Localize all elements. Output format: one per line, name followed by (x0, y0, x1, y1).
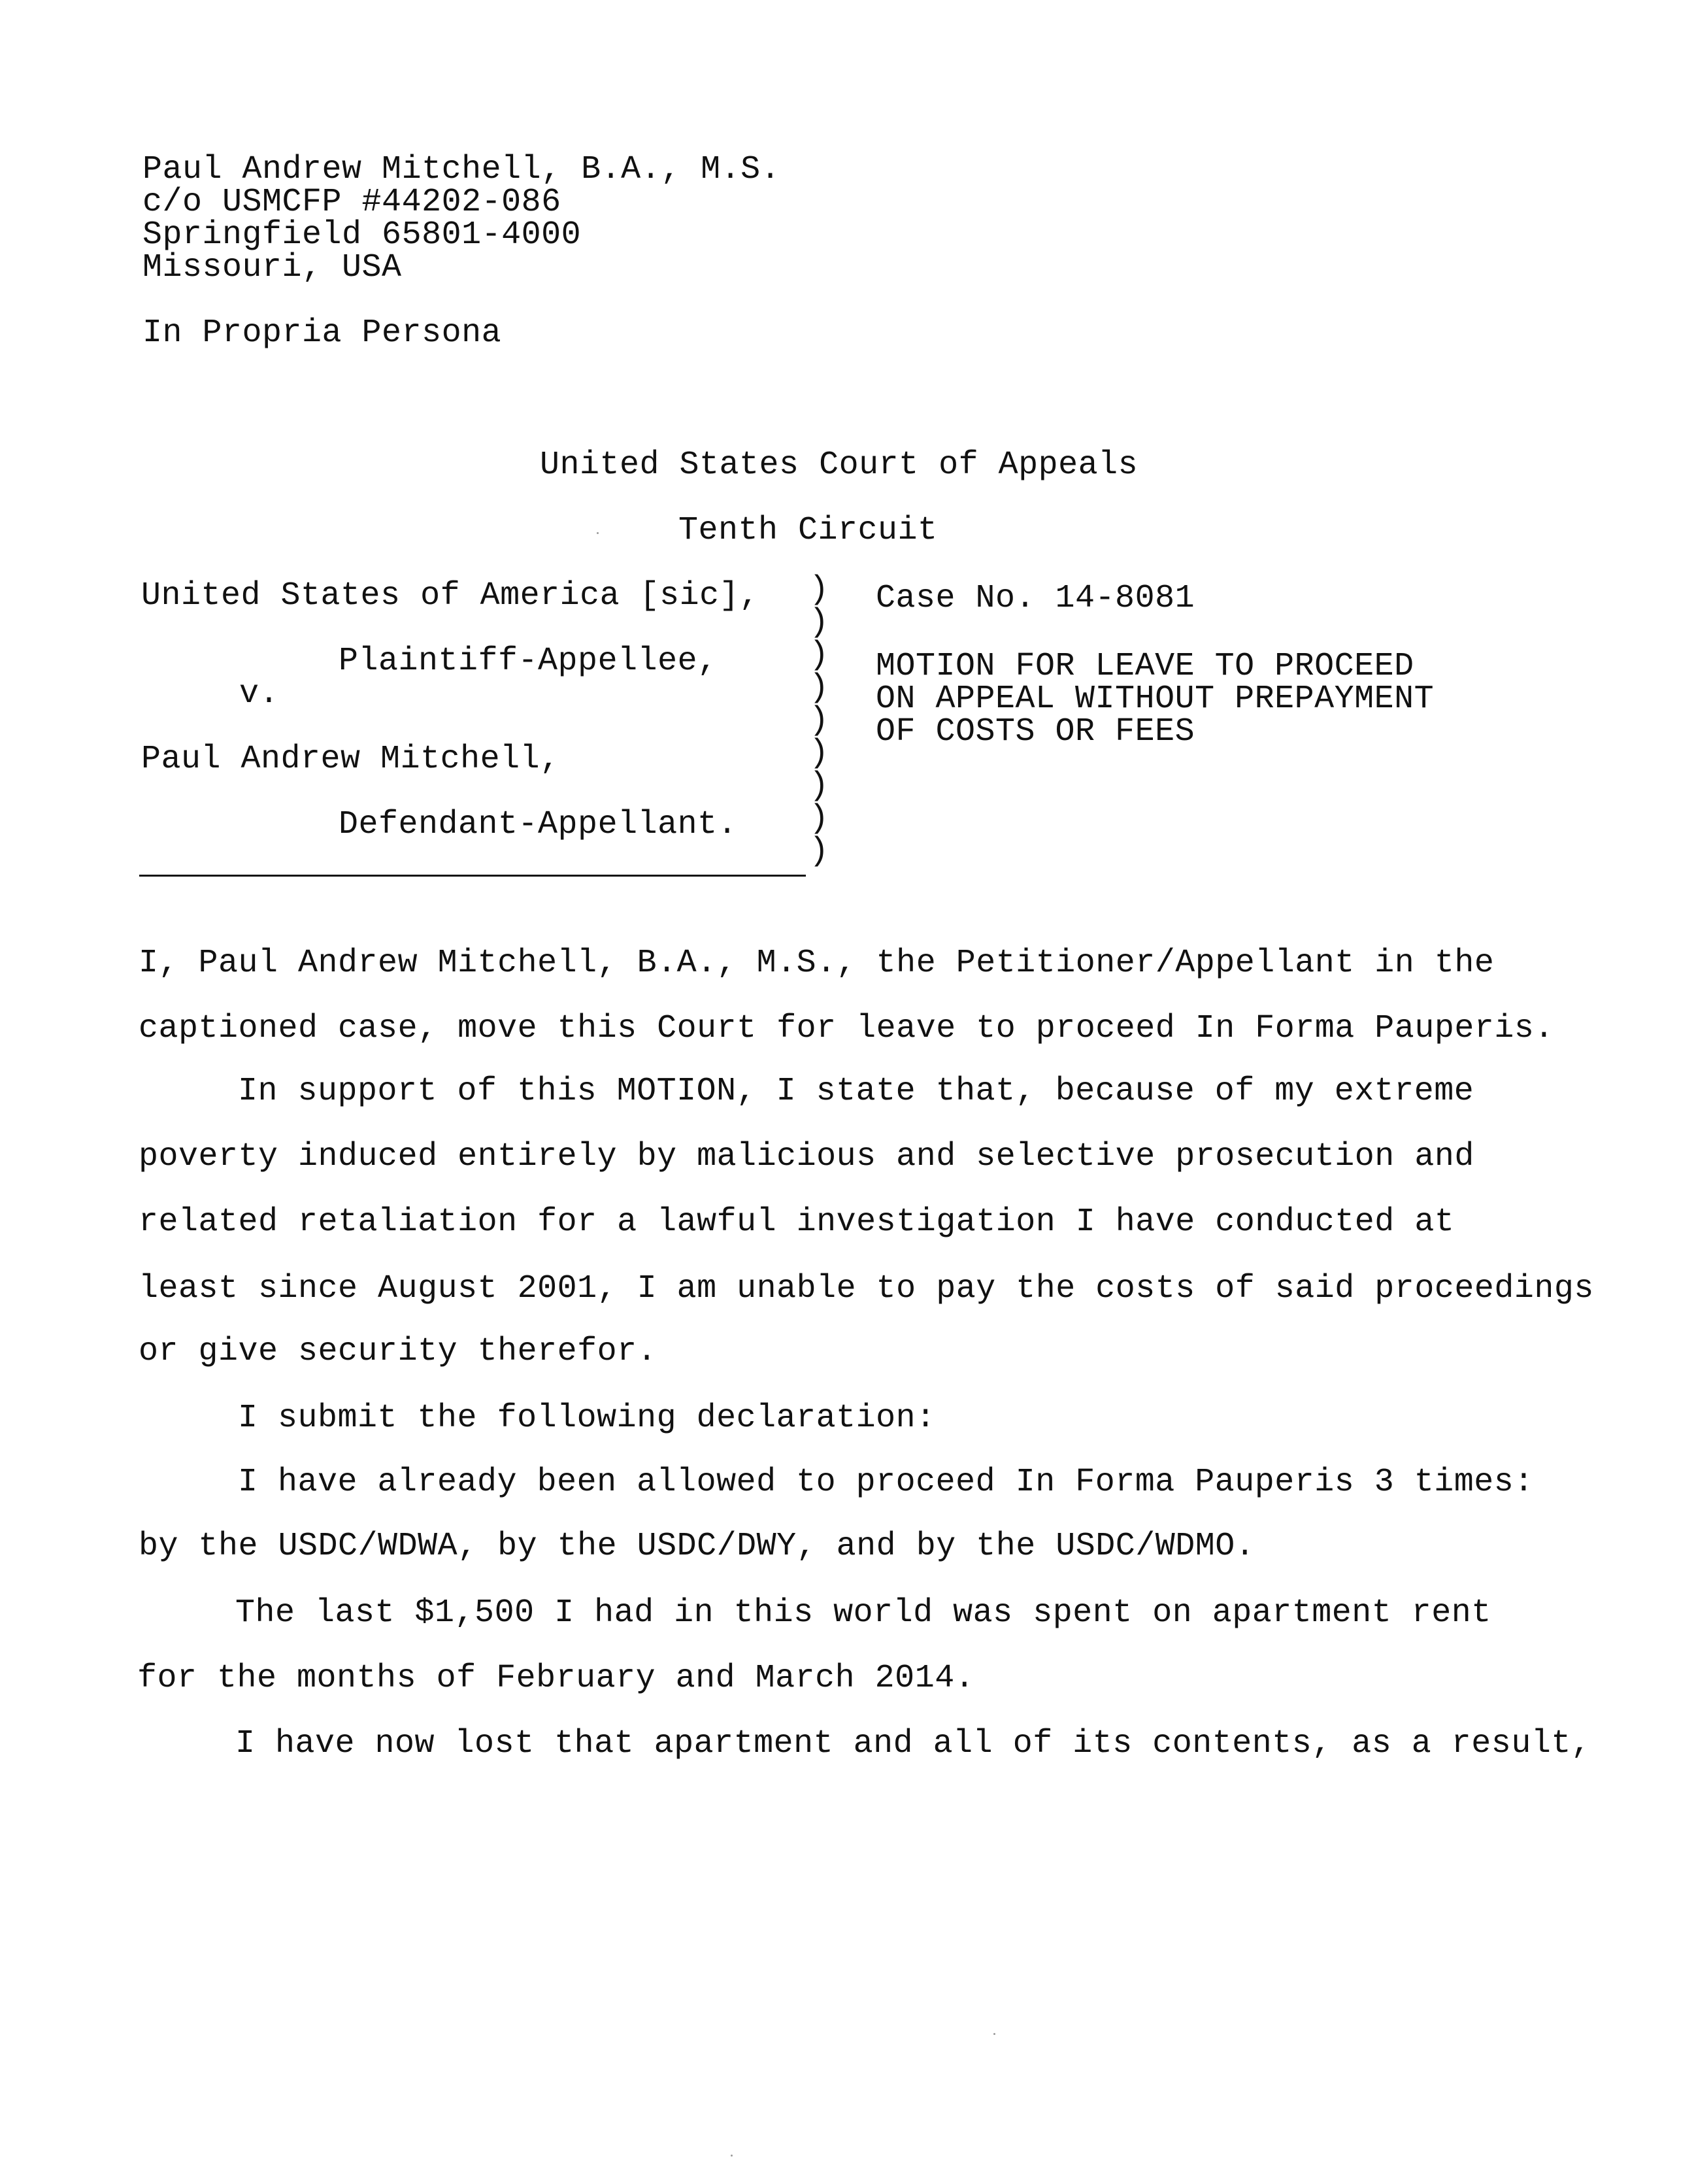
body-line: poverty induced entirely by malicious and selective prosecution and (139, 1138, 1474, 1175)
caption-rule (139, 875, 806, 877)
motion-title-line-1: MOTION FOR LEAVE TO PROCEED (876, 648, 1414, 685)
body-line: I submit the following declaration: (238, 1400, 936, 1437)
body-line: least since August 2001, I am unable to pay the costs of said proceedings (139, 1270, 1594, 1307)
caption-paren: ) (809, 669, 829, 707)
motion-title-line-3: OF COSTS OR FEES (876, 713, 1195, 750)
caption-defendant-role: Defendant-Appellant. (339, 806, 738, 843)
body-line: In support of this MOTION, I state that, because of my extreme (238, 1073, 1474, 1110)
caption-plaintiff: United States of America [sic], (141, 577, 759, 614)
body-line: or give security therefor. (139, 1333, 657, 1370)
caption-paren: ) (809, 637, 829, 674)
caption-paren: ) (809, 702, 829, 739)
body-line: The last $1,500 I had in this world was spent on apartment rent (235, 1594, 1491, 1632)
motion-title-line-2: ON APPEAL WITHOUT PREPAYMENT (876, 680, 1435, 718)
body-line: for the months of February and March 2014. (137, 1660, 975, 1697)
address-line-city: Springfield 65801-4000 (142, 216, 582, 254)
caption-paren: ) (809, 571, 829, 609)
caption-versus: v. (239, 675, 280, 713)
caption-defendant: Paul Andrew Mitchell, (141, 741, 560, 778)
court-name: United States Court of Appeals (540, 446, 1139, 484)
case-number: Case No. 14-8081 (876, 580, 1195, 617)
body-line: captioned case, move this Court for leave to proceed In Forma Pauperis. (139, 1010, 1554, 1047)
scan-speck (993, 2033, 995, 2035)
caption-paren: ) (809, 800, 829, 837)
scan-speck (731, 2155, 733, 2157)
caption-plaintiff-role: Plaintiff-Appellee, (339, 643, 718, 680)
caption-paren: ) (809, 833, 829, 870)
body-line: related retaliation for a lawful investigation I have conducted at (139, 1203, 1455, 1241)
scan-speck (597, 532, 599, 534)
caption-paren: ) (809, 767, 829, 805)
capacity-line: In Propria Persona (142, 314, 502, 352)
body-line: I have already been allowed to proceed In Forma Pauperis 3 times: (238, 1464, 1534, 1501)
caption-paren: ) (809, 604, 829, 641)
body-line: by the USDC/WDWA, by the USDC/DWY, and by the USDC/WDMO. (139, 1528, 1255, 1565)
court-circuit: Tenth Circuit (678, 512, 938, 549)
address-line-state: Missouri, USA (142, 249, 402, 286)
body-line: I have now lost that apartment and all of its contents, as a result, (235, 1725, 1591, 1762)
address-line-careof: c/o USMCFP #44202-086 (142, 184, 561, 221)
caption-paren: ) (809, 735, 829, 772)
caption-paren-column (809, 571, 835, 870)
body-line: I, Paul Andrew Mitchell, B.A., M.S., the Petitioner/Appellant in the (139, 945, 1495, 982)
address-line-name: Paul Andrew Mitchell, B.A., M.S. (142, 151, 781, 188)
